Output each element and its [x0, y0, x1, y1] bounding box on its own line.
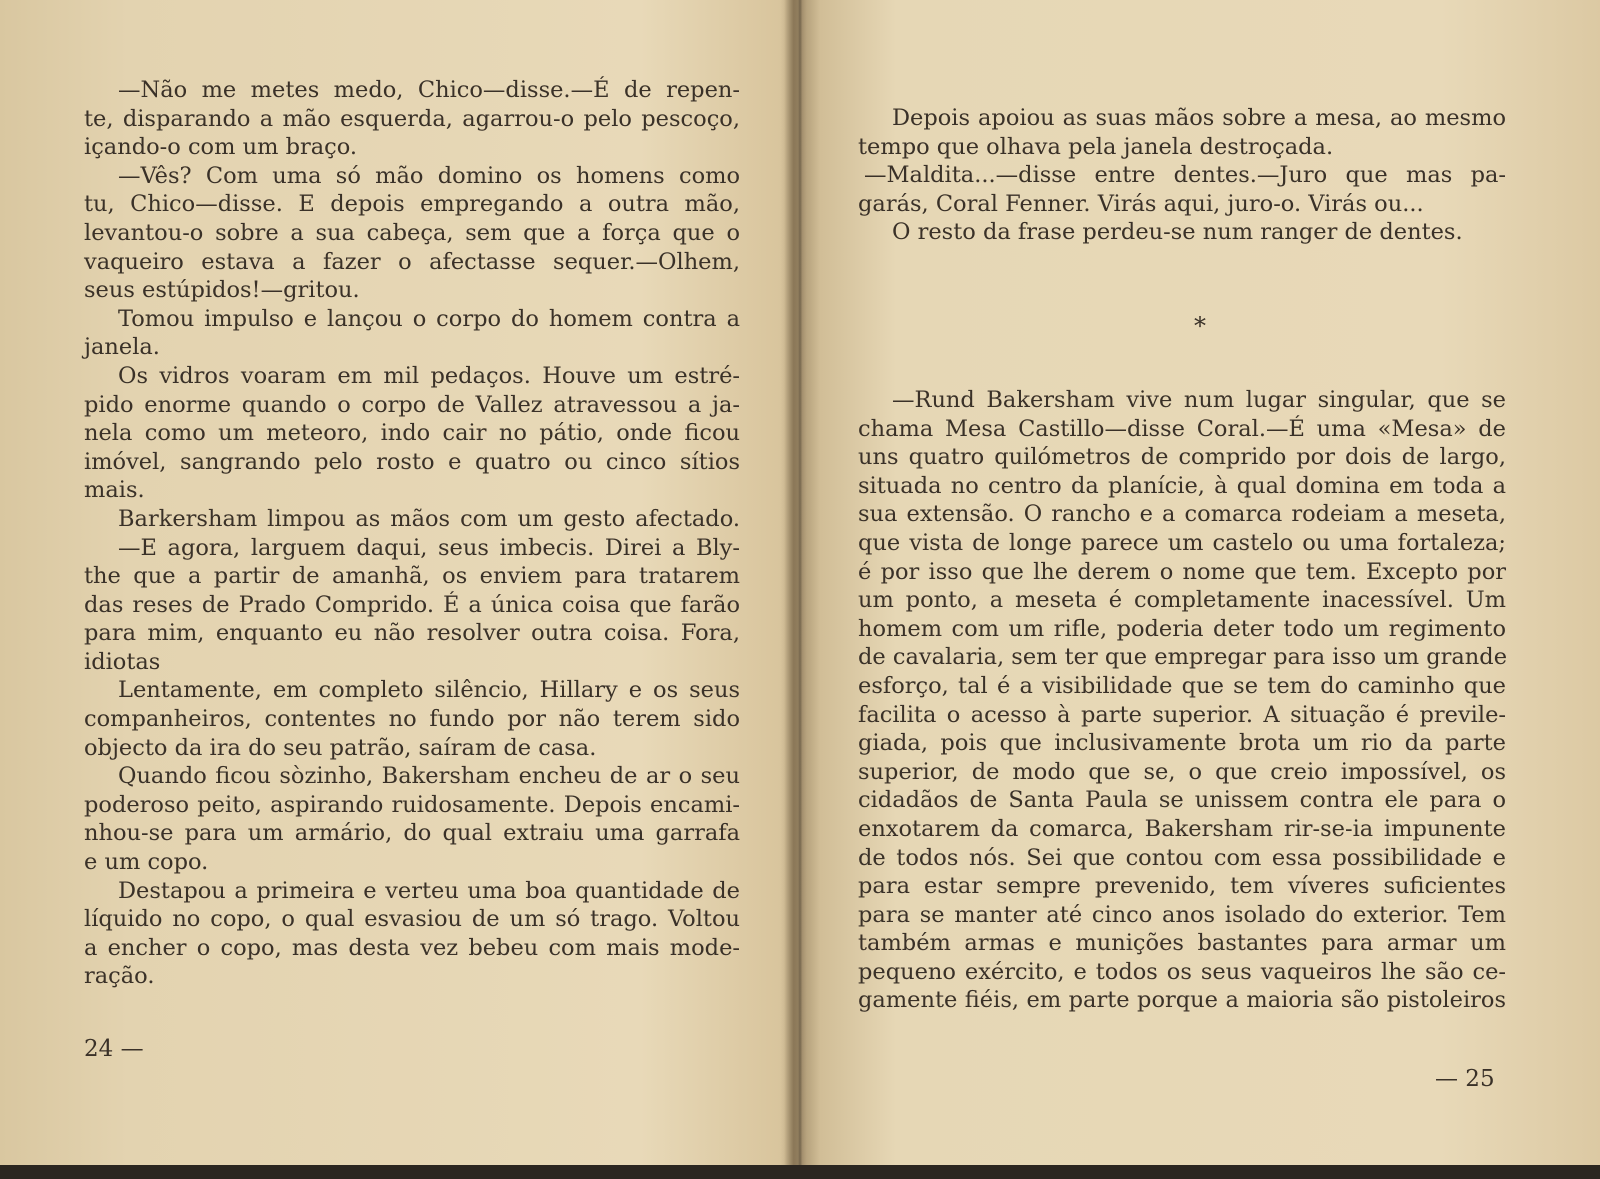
text-line: homem com um rifle, poderia deter todo um regimento [858, 615, 1506, 642]
text-line: Os vidros voaram em mil pedaços. Houve um estré- [118, 362, 740, 389]
text-line: içando-o com um braço. [84, 134, 358, 161]
text-line: poderoso peito, aspirando ruidosamente. Depois encami- [84, 791, 740, 818]
text-line: —E agora, larguem daqui, seus imbecis. Direi a Bly- [118, 534, 740, 561]
text-line: nela como um meteoro, indo cair no pátio, onde ficou [84, 420, 740, 447]
text-line: para estar sempre prevenido, tem víveres suficientes [858, 873, 1506, 900]
text-line: Tomou impulso e lançou o corpo do homem contra a [118, 305, 740, 332]
book-gutter [780, 0, 820, 1165]
page-number-left: 24 — [84, 1036, 144, 1062]
text-line: garás, Coral Fenner. Virás aqui, juro-o. Virás ou... [858, 190, 1424, 217]
text-line: —Rund Bakersham vive num lugar singular, que se [892, 387, 1506, 413]
text-line: mais. [84, 477, 145, 504]
text-line: chama Mesa Castillo—disse Coral.—É uma «Mesa» de [858, 415, 1506, 442]
section-break-asterism: * [1194, 312, 1206, 340]
text-line: situada no centro da planície, à qual domina em toda a [858, 472, 1506, 499]
text-line: pido enorme quando o corpo de Vallez atravessou a ja- [84, 391, 740, 418]
text-line: líquido no copo, o qual esvasiou de um só trago. Voltou [84, 906, 740, 933]
text-line: de cavalaria, sem ter que empregar para isso um grande [858, 644, 1508, 671]
text-line: esforço, tal é a visibilidade que se tem do caminho que [858, 672, 1506, 699]
text-line: para mim, enquanto eu não resolver outra coisa. Fora, [84, 620, 740, 647]
text-line: seus estúpidos!—gritou. [84, 277, 360, 304]
left-page [0, 0, 800, 1165]
left-page-text [84, 76, 740, 991]
text-line: é por isso que lhe derem o nome que tem. Excepto por [858, 558, 1506, 585]
page-number-right: — 25 [1435, 1066, 1495, 1092]
text-line: idiotas [84, 648, 161, 675]
text-line: também armas e munições bastantes para armar um [858, 930, 1506, 957]
text-line: gamente fiéis, em parte porque a maioria são pistoleiros [858, 987, 1506, 1014]
text-line: giada, pois que inclusivamente brota um rio da parte [858, 730, 1506, 757]
text-line: —Maldita...—disse entre dentes.—Juro que mas pa- [864, 162, 1506, 189]
text-line: para se manter até cinco anos isolado do exterior. Tem [858, 901, 1506, 928]
text-line: uns quatro quilómetros de comprido por dois de largo, [858, 444, 1506, 471]
text-line: —Vês? Com uma só mão domino os homens como [118, 162, 740, 189]
text-line: Lentamente, em completo silêncio, Hillary e os seus [118, 677, 740, 704]
text-line: e um copo. [84, 849, 209, 876]
background-edge [0, 1165, 1600, 1179]
text-line: Depois apoiou as suas mãos sobre a mesa, ao mesmo [892, 105, 1506, 131]
text-line: Barkersham limpou as mãos com um gesto afectado. [118, 505, 740, 532]
text-line: Quando ficou sòzinho, Bakersham encheu de ar o seu [118, 763, 740, 790]
text-line: sua extensão. O rancho e a comarca rodeiam a meseta, [858, 501, 1506, 528]
text-line: cidadãos de Santa Paula se unissem contra ele para o [858, 787, 1506, 814]
text-line: vaqueiro estava a fazer o afectasse sequer.—Olhem, [84, 248, 740, 275]
text-line: Destapou a primeira e verteu uma boa quantidade de [118, 877, 740, 904]
text-line: que vista de longe parece um castelo ou uma fortaleza; [858, 529, 1506, 556]
text-line: das reses de Prado Comprido. É a única coisa que farão [84, 591, 740, 618]
text-line: facilita o acesso à parte superior. A situação é previle- [858, 701, 1506, 728]
text-line: nhou-se para um armário, do qual extraiu uma garrafa [84, 820, 740, 847]
text-line: enxotarem da comarca, Bakersham rir-se-ia impunente [858, 815, 1506, 842]
text-line: objecto da ira do seu patrão, saíram de casa. [84, 734, 597, 761]
text-line: levantou-o sobre a sua cabeça, sem que a força que o [84, 219, 740, 246]
text-line: tempo que olhava pela janela destroçada. [858, 133, 1334, 160]
text-line: tu, Chico—disse. E depois empregando a outra mão, [84, 191, 740, 218]
text-line: ração. [84, 963, 155, 990]
text-line: a encher o copo, mas desta vez bebeu com mais mode- [84, 934, 740, 961]
right-page-text-top [858, 104, 1506, 247]
text-line: companheiros, contentes no fundo por não terem sido [84, 706, 740, 733]
text-line: O resto da frase perdeu-se num ranger de dentes. [892, 219, 1463, 246]
text-line: de todos nós. Sei que contou com essa possibilidade e [858, 844, 1506, 871]
text-line: janela. [84, 334, 160, 361]
text-line: imóvel, sangrando pelo rosto e quatro ou cinco sítios [84, 448, 740, 475]
text-line: te, disparando a mão esquerda, agarrou-o pelo pescoço, [84, 105, 740, 132]
text-line: um ponto, a meseta é completamente inacessível. Um [858, 587, 1506, 614]
right-page-text-bottom [858, 386, 1506, 1015]
text-line: pequeno exército, e todos os seus vaqueiros lhe são ce- [858, 958, 1506, 985]
text-line: superior, de modo que se, o que creio impossível, os [858, 758, 1506, 785]
text-line: the que a partir de amanhã, os enviem para tratarem [84, 563, 740, 590]
right-page [800, 0, 1600, 1165]
text-line: —Não me metes medo, Chico—disse.—É de repen- [118, 77, 740, 103]
